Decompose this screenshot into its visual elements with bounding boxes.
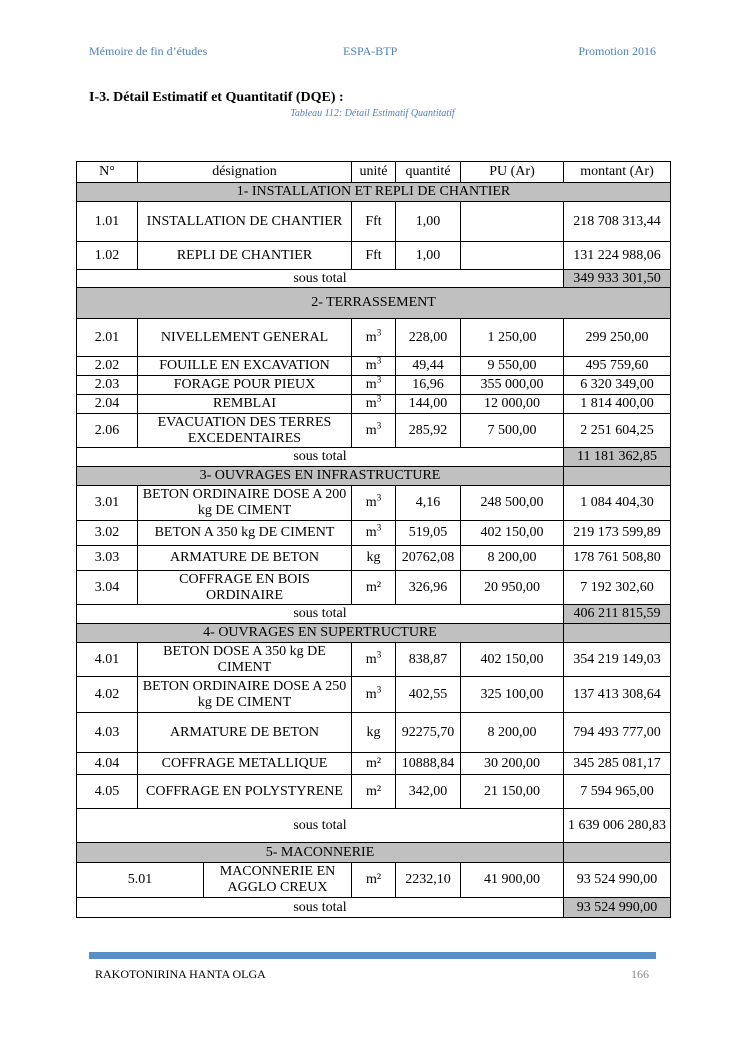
cell-number: 2.06 (77, 414, 138, 448)
cell-designation: BETON DOSE A 350 kg DE CIMENT (138, 643, 352, 677)
cell-quantity: 4,16 (396, 486, 461, 521)
cell-unit (352, 357, 396, 376)
cell-amount: 6 320 349,00 (564, 376, 671, 395)
section-row (77, 467, 671, 486)
table-row (77, 775, 671, 809)
table-header-row (77, 162, 671, 183)
cell-number: 1.01 (77, 202, 138, 242)
cell-unit-price: 20 950,00 (461, 571, 564, 605)
unit-text: kg (366, 550, 381, 565)
header-promotion: Promotion 2016 (578, 44, 656, 58)
cell-unit-price: 30 200,00 (461, 753, 564, 775)
cell-designation: COFFRAGE EN BOIS ORDINAIRE (138, 571, 352, 605)
unit-exponent: 3 (376, 683, 382, 694)
col-header-designation: désignation (138, 162, 352, 183)
cell-unit (352, 753, 396, 775)
cell-quantity: 92275,70 (396, 713, 461, 753)
unit-text: m (365, 686, 377, 702)
cell-number: 4.02 (77, 677, 138, 713)
table-row (77, 395, 671, 414)
subtotal-value: 349 933 301,50 (564, 270, 671, 288)
unit-text: Fft (365, 247, 382, 263)
unit-exponent: 3 (376, 492, 382, 503)
cell-unit-price (461, 242, 564, 270)
cell-designation: MACONNERIE EN AGGLO CREUX (203, 863, 351, 897)
cell-amount: 7 192 302,60 (564, 571, 671, 605)
cell-amount: 1 084 404,30 (564, 486, 671, 521)
cell-quantity: 49,44 (396, 357, 461, 376)
cell-unit-price: 7 500,00 (461, 414, 564, 448)
cell-amount: 131 224 988,06 (564, 242, 671, 270)
cell-unit (352, 395, 396, 414)
section-title-cell: 3- OUVRAGES EN INFRASTRUCTURE (77, 467, 564, 486)
cell-unit (352, 677, 396, 713)
cell-amount: 794 493 777,00 (564, 713, 671, 753)
cell-quantity: 2232,10 (396, 863, 461, 898)
section-row (77, 843, 671, 863)
cell-amount: 219 173 599,89 (564, 521, 671, 546)
cell-quantity: 342,00 (396, 775, 461, 809)
cell-designation: NIVELLEMENT GENERAL (138, 319, 352, 357)
dqe-table (76, 161, 671, 918)
table-row (77, 863, 671, 898)
cell-designation: REPLI DE CHANTIER (138, 242, 352, 270)
table-row (77, 546, 671, 571)
cell-quantity: 285,92 (396, 414, 461, 448)
cell-quantity: 1,00 (396, 242, 461, 270)
table-row (77, 643, 671, 677)
page-number: 166 (631, 967, 649, 981)
cell-designation: FOUILLE EN EXCAVATION (138, 357, 352, 376)
cell-amount: 218 708 313,44 (564, 202, 671, 242)
unit-text: m (365, 495, 377, 510)
cell-quantity: 838,87 (396, 643, 461, 677)
table-row (77, 376, 671, 395)
table-row (77, 521, 671, 546)
cell-unit-price: 325 100,00 (461, 677, 564, 713)
cell-designation: ARMATURE DE BETON (138, 546, 352, 571)
section-row (77, 288, 671, 319)
cell-unit (352, 486, 396, 521)
cell-number: 3.04 (77, 571, 138, 605)
header-memoire: Mémoire de fin d’études (89, 44, 208, 58)
unit-exponent: 3 (376, 648, 382, 659)
subtotal-value: 93 524 990,00 (564, 898, 671, 918)
col-header-unit: unité (352, 162, 396, 183)
unit-text: m (365, 396, 377, 411)
cell-amount: 299 250,00 (564, 319, 671, 357)
cell-amount: 1 814 400,00 (564, 395, 671, 414)
cell-amount: 137 413 308,64 (564, 677, 671, 713)
cell-amount: 354 219 149,03 (564, 643, 671, 677)
table-row (77, 486, 671, 521)
section-title: I-3. Détail Estimatif et Quantitatif (DQE) : (89, 90, 344, 105)
unit-exponent: 3 (376, 522, 382, 533)
cell-number-designation (77, 863, 352, 898)
cell-quantity: 10888,84 (396, 753, 461, 775)
cell-designation: BETON A 350 kg DE CIMENT (138, 521, 352, 546)
cell-unit-price: 248 500,00 (461, 486, 564, 521)
table-row (77, 753, 671, 775)
cell-unit-price: 12 000,00 (461, 395, 564, 414)
subtotal-value: 406 211 815,59 (564, 605, 671, 624)
cell-designation: REMBLAI (138, 395, 352, 414)
cell-number: 2.03 (77, 376, 138, 395)
cell-unit (352, 202, 396, 242)
cell-amount: 178 761 508,80 (564, 546, 671, 571)
cell-amount: 93 524 990,00 (564, 863, 671, 898)
cell-unit-price: 355 000,00 (461, 376, 564, 395)
subtotal-value: 1 639 006 280,83 (564, 809, 671, 843)
col-header-number: N° (77, 162, 138, 183)
section-row (77, 624, 671, 643)
table-row (77, 677, 671, 713)
table-row (77, 571, 671, 605)
cell-number: 1.02 (77, 242, 138, 270)
cell-unit-price: 402 150,00 (461, 643, 564, 677)
cell-quantity: 20762,08 (396, 546, 461, 571)
section-blank-cell (564, 843, 671, 863)
cell-number: 4.05 (77, 775, 138, 809)
cell-number: 3.02 (77, 521, 138, 546)
cell-unit (352, 643, 396, 677)
cell-designation: EVACUATION DES TERRES EXCEDENTAIRES (138, 414, 352, 448)
subtotal-row (77, 605, 671, 624)
table-row (77, 713, 671, 753)
section-row (77, 183, 671, 202)
subtotal-row (77, 270, 671, 288)
subtotal-label: sous total (77, 448, 564, 467)
col-header-quantity: quantité (396, 162, 461, 183)
unit-text: m (365, 377, 377, 392)
cell-unit-price: 402 150,00 (461, 521, 564, 546)
section-blank-cell (564, 467, 671, 486)
table-row (77, 319, 671, 357)
header-school: ESPA-BTP (343, 44, 398, 58)
unit-text: m (365, 525, 377, 540)
subtotal-row (77, 809, 671, 843)
unit-exponent: 3 (376, 356, 382, 366)
cell-amount: 495 759,60 (564, 357, 671, 376)
cell-unit (352, 863, 396, 898)
cell-unit (352, 414, 396, 448)
cell-amount: 7 594 965,00 (564, 775, 671, 809)
cell-designation: BETON ORDINAIRE DOSE A 250 kg DE CIMENT (138, 677, 352, 713)
cell-unit-price: 9 550,00 (461, 357, 564, 376)
cell-designation: FORAGE POUR PIEUX (138, 376, 352, 395)
cell-quantity: 144,00 (396, 395, 461, 414)
cell-designation: INSTALLATION DE CHANTIER (138, 202, 352, 242)
unit-exponent: 3 (376, 419, 382, 430)
cell-quantity: 326,96 (396, 571, 461, 605)
cell-unit-price (461, 202, 564, 242)
subtotal-label: sous total (77, 270, 564, 288)
cell-designation: ARMATURE DE BETON (138, 713, 352, 753)
cell-unit (352, 571, 396, 605)
cell-unit-price: 21 150,00 (461, 775, 564, 809)
cell-number: 2.01 (77, 319, 138, 357)
unit-text: m (365, 422, 377, 438)
cell-number: 2.02 (77, 357, 138, 376)
unit-exponent: 3 (376, 326, 382, 337)
cell-quantity: 1,00 (396, 202, 461, 242)
subtotal-row (77, 898, 671, 918)
cell-amount: 2 251 604,25 (564, 414, 671, 448)
table-row (77, 242, 671, 270)
unit-text: m² (365, 755, 382, 771)
subtotal-value: 11 181 362,85 (564, 448, 671, 467)
cell-unit-price: 8 200,00 (461, 713, 564, 753)
col-header-unit-price: PU (Ar) (461, 162, 564, 183)
table-row (77, 414, 671, 448)
cell-unit (352, 713, 396, 753)
cell-unit-price: 8 200,00 (461, 546, 564, 571)
cell-quantity: 16,96 (396, 376, 461, 395)
cell-unit-price: 1 250,00 (461, 319, 564, 357)
cell-number: 5.01 (127, 872, 153, 887)
cell-unit (352, 546, 396, 571)
subtotal-label: sous total (77, 605, 564, 624)
col-header-amount: montant (Ar) (564, 162, 671, 183)
table-caption: Tableau 112: Détail Estimatif Quantitatif (290, 108, 455, 119)
subtotal-label: sous total (77, 809, 564, 843)
cell-unit (352, 242, 396, 270)
footer-divider (89, 952, 656, 959)
cell-unit (352, 521, 396, 546)
unit-text: m² (365, 579, 382, 595)
unit-text: m² (365, 783, 382, 799)
cell-number: 4.04 (77, 753, 138, 775)
section-title-cell: 5- MACONNERIE (77, 843, 564, 863)
cell-quantity: 402,55 (396, 677, 461, 713)
unit-text: kg (366, 724, 381, 740)
unit-text: m (365, 358, 377, 373)
cell-amount: 345 285 081,17 (564, 753, 671, 775)
unit-text: Fft (365, 213, 382, 229)
footer-author: RAKOTONIRINA HANTA OLGA (95, 967, 266, 981)
unit-text: m (365, 651, 377, 667)
cell-quantity: 228,00 (396, 319, 461, 357)
cell-number: 4.01 (77, 643, 138, 677)
cell-unit (352, 376, 396, 395)
unit-text: m² (365, 872, 382, 887)
cell-unit-price: 41 900,00 (461, 863, 564, 898)
unit-exponent: 3 (376, 375, 382, 385)
subtotal-label: sous total (77, 898, 564, 918)
cell-number: 3.03 (77, 546, 138, 571)
table-row (77, 202, 671, 242)
section-blank-cell (564, 624, 671, 643)
cell-number: 3.01 (77, 486, 138, 521)
cell-number: 4.03 (77, 713, 138, 753)
cell-number: 2.04 (77, 395, 138, 414)
section-title-cell: 1- INSTALLATION ET REPLI DE CHANTIER (77, 183, 671, 202)
table-row (77, 357, 671, 376)
subtotal-row (77, 448, 671, 467)
cell-quantity: 519,05 (396, 521, 461, 546)
cell-designation: COFFRAGE EN POLYSTYRENE (138, 775, 352, 809)
cell-unit (352, 319, 396, 357)
unit-exponent: 3 (376, 394, 382, 404)
section-title-cell: 4- OUVRAGES EN SUPERTRUCTURE (77, 624, 564, 643)
unit-text: m (365, 329, 377, 345)
cell-unit (352, 775, 396, 809)
cell-designation: COFFRAGE METALLIQUE (138, 753, 352, 775)
cell-designation: BETON ORDINAIRE DOSE A 200 kg DE CIMENT (138, 486, 352, 521)
section-title-cell: 2- TERRASSEMENT (77, 288, 671, 319)
